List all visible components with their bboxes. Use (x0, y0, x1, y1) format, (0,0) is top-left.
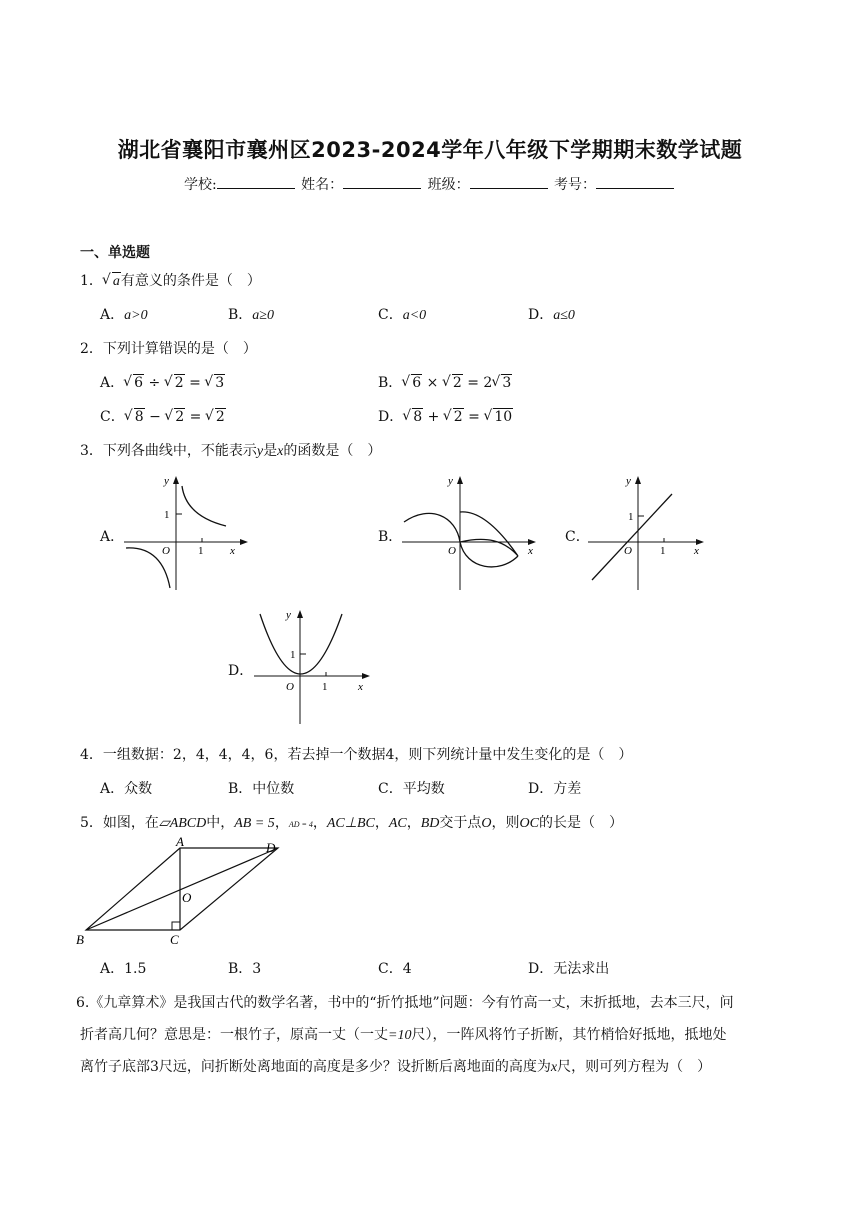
y-axis-label: y (164, 475, 169, 487)
origin-label: O (448, 545, 456, 557)
question-5-stem (80, 812, 623, 832)
q3-stem-part: 的函数是（ ） (283, 443, 382, 459)
radicand: 2 (215, 409, 225, 425)
operator: × (426, 375, 439, 391)
condition-ad: AD = 4 (288, 820, 313, 829)
question-3-stem (80, 440, 381, 460)
operator: + (427, 409, 440, 425)
question-6-line-3 (80, 1056, 711, 1076)
q2-option-c-label: C． (100, 409, 125, 425)
diagonal-bd (86, 848, 278, 930)
q1-option-a-text: a>0 (124, 308, 148, 323)
q1-option-a[interactable] (100, 304, 148, 324)
curve-1 (404, 513, 518, 567)
name-label: 姓名： (301, 177, 344, 193)
q6-text-part: 尺，则可列方程为（ ） (557, 1059, 712, 1075)
radicand: 6 (412, 375, 422, 391)
var-x: x (277, 444, 284, 459)
label-d: D (266, 840, 276, 855)
q1-option-b-text: a≥0 (252, 308, 274, 323)
q3-option-d-label[interactable]: D． (228, 663, 254, 679)
var-x: x (550, 1060, 558, 1075)
radicand: 8 (134, 409, 144, 425)
student-info-line (0, 174, 860, 194)
sqrt (124, 375, 144, 391)
q5-option-a[interactable] (100, 958, 146, 978)
q5-option-c[interactable]: C．4 (378, 961, 412, 977)
number-blank[interactable] (596, 176, 674, 189)
equals: = (467, 375, 479, 391)
q5-option-b[interactable]: B．3 (228, 961, 262, 977)
q5-option-a-text: 1.5 (124, 961, 147, 977)
q5-option-a-label: A． (100, 961, 125, 977)
origin-label: O (624, 545, 632, 557)
label-c: C (170, 932, 179, 947)
sqrt (165, 375, 185, 391)
q5-stem-part: ， (374, 815, 389, 831)
sqrt (206, 409, 226, 425)
q2-option-a[interactable] (100, 372, 225, 392)
y-axis-label: y (448, 475, 453, 487)
curve-branch-right (182, 486, 226, 526)
school-blank[interactable] (217, 176, 295, 189)
x-axis-label: x (358, 681, 363, 693)
q1-option-d-text: a≤0 (553, 308, 575, 323)
x-axis-label: x (694, 545, 699, 557)
section-title: 一、单选题 (80, 245, 150, 261)
school-label: 学校: (183, 177, 217, 193)
segment-bd: BD (420, 816, 440, 831)
q5-stem-part: 交于点 (439, 815, 482, 831)
q1-option-a-label: A． (100, 307, 125, 323)
radicand: 2 (453, 409, 463, 425)
sqrt (205, 375, 225, 391)
q1-option-c-text: a<0 (402, 308, 427, 323)
y-axis-arrow (173, 476, 179, 484)
x-axis-arrow (240, 539, 248, 545)
segment-ac: AC (388, 816, 407, 831)
tick-label-y: 1 (628, 511, 634, 523)
radicand: 3 (215, 375, 225, 391)
label-a: A (176, 836, 184, 849)
q2-option-d-label: D． (378, 409, 404, 425)
radicand: 2 (175, 409, 185, 425)
parabola-curve (260, 614, 342, 674)
q5-stem-part: ， (312, 815, 327, 831)
q5-stem-part: 中， (206, 815, 235, 831)
x-axis-arrow (362, 673, 370, 679)
q5-stem-part: ， (274, 815, 289, 831)
q5-stem-part: ，则 (491, 815, 520, 831)
question-4-stem: 4．一组数据：2，4，4，4，6，若去掉一个数据4，则下列统计量中发生变化的是（ ） (80, 747, 633, 763)
class-blank[interactable] (470, 176, 548, 189)
condition-ab: AB = 5 (234, 816, 275, 831)
question-1-text: 有意义的条件是（ ） (120, 273, 261, 289)
curve-2 (460, 512, 518, 556)
graph-b-crossing-curves (400, 470, 542, 594)
q4-option-b[interactable]: B．中位数 (228, 781, 295, 797)
operator: − (149, 409, 161, 425)
y-axis-arrow (635, 476, 641, 484)
function-line (592, 494, 672, 580)
q2-option-b-label: B． (378, 375, 403, 391)
name-blank[interactable] (343, 176, 421, 189)
tick-label-x: 1 (322, 681, 328, 693)
sqrt (443, 375, 463, 391)
sqrt (125, 409, 145, 425)
y-axis-label: y (626, 475, 631, 487)
parallelogram-name: ▱ABCD (158, 816, 207, 831)
label-b: B (76, 932, 84, 947)
segment-oc: OC (519, 816, 539, 831)
q2-option-a-label: A． (100, 375, 125, 391)
q3-option-a-label[interactable]: A． (100, 529, 125, 545)
radicand-a: a (112, 274, 120, 289)
radicand: 2 (452, 375, 462, 391)
sqrt (165, 409, 185, 425)
var-y: y (256, 444, 264, 459)
q5-stem-part: 5．如图，在 (80, 815, 159, 831)
q1-option-d-label: D． (528, 307, 554, 323)
class-label: 班级： (427, 177, 470, 193)
sqrt (402, 375, 422, 391)
point-o: O (481, 816, 492, 831)
question-6-line-2 (80, 1024, 726, 1044)
sqrt (444, 409, 464, 425)
q2-option-d[interactable] (378, 406, 513, 426)
q6-text-part: 离竹子底部3尺远，问折断处离地面的高度是多少？设折断后离地面的高度为 (80, 1059, 551, 1075)
q1-option-b[interactable] (228, 304, 274, 324)
q2-option-b[interactable] (378, 372, 512, 392)
q5-stem-part: 的长是（ ） (539, 815, 623, 831)
graph-a-hyperbola (122, 470, 252, 594)
origin-label: O (162, 545, 170, 557)
question-6-line-1: 6.《九章算术》是我国古代的数学名著，书中的“折竹抵地”问题：今有竹高一丈，末折抵地，去本三尺，问 (76, 995, 734, 1011)
q5-stem-part: ， (406, 815, 421, 831)
q5-option-d[interactable]: D．无法求出 (528, 961, 610, 977)
tick-label-x: 1 (198, 545, 204, 557)
radicand: 8 (413, 409, 423, 425)
y-axis-arrow (457, 476, 463, 484)
q3-option-c-label[interactable]: C． (565, 529, 590, 545)
graph-c-line (586, 470, 710, 594)
q4-option-d[interactable]: D．方差 (528, 781, 582, 797)
y-axis-label: y (286, 609, 291, 621)
equals: = (468, 409, 480, 425)
x-axis-label: x (528, 545, 533, 557)
sqrt-a (103, 273, 121, 290)
q6-text-part: 尺），一阵风将竹子折断，其竹梢恰好抵地，抵地处 (411, 1027, 727, 1043)
y-axis-arrow (297, 610, 303, 618)
graph-d-parabola (252, 604, 376, 728)
parallelogram-figure (74, 836, 294, 948)
q3-stem-part: 3．下列各曲线中，不能表示 (80, 443, 257, 459)
q1-option-c-label: C． (378, 307, 403, 323)
sqrt (492, 375, 512, 391)
sqrt (403, 409, 423, 425)
tick-label-y: 1 (290, 649, 296, 661)
q2-option-c[interactable] (100, 406, 226, 426)
q3-stem-part: 是 (263, 443, 278, 459)
label-o: O (182, 890, 192, 905)
question-2-stem: 2．下列计算错误的是（ ） (80, 341, 257, 357)
radicand: 2 (174, 375, 184, 391)
q6-text-part: 折者高几何？意思是：一根竹子，原高一丈（一丈 (80, 1027, 388, 1043)
q6-equation: =10 (388, 1028, 412, 1043)
operator: ÷ (148, 375, 161, 391)
right-angle-mark (172, 922, 180, 930)
sqrt (484, 409, 513, 425)
q4-option-c[interactable]: C．平均数 (378, 781, 445, 797)
condition-perpendicular: AC⊥BC (326, 816, 375, 831)
origin-label: O (286, 681, 294, 693)
x-axis-label: x (230, 545, 235, 557)
tick-label-y: 1 (164, 509, 170, 521)
q1-option-d[interactable] (528, 304, 575, 324)
question-1-number: 1． (80, 273, 103, 289)
q4-option-a[interactable]: A．众数 (100, 781, 153, 797)
number-label: 考号： (554, 177, 597, 193)
radicand: 10 (494, 409, 513, 425)
coefficient: 2 (483, 375, 493, 391)
q1-option-c[interactable] (378, 304, 426, 324)
equals: = (189, 375, 201, 391)
equals: = (189, 409, 202, 425)
radicand: 3 (502, 375, 512, 391)
question-1-stem (80, 270, 261, 290)
q1-option-b-label: B． (228, 307, 253, 323)
q3-option-b-label[interactable]: B． (378, 529, 403, 545)
page-title: 湖北省襄阳市襄州区2023-2024学年八年级下学期期末数学试题 (117, 138, 743, 162)
radicand: 6 (134, 375, 144, 391)
tick-label-x: 1 (660, 545, 666, 557)
